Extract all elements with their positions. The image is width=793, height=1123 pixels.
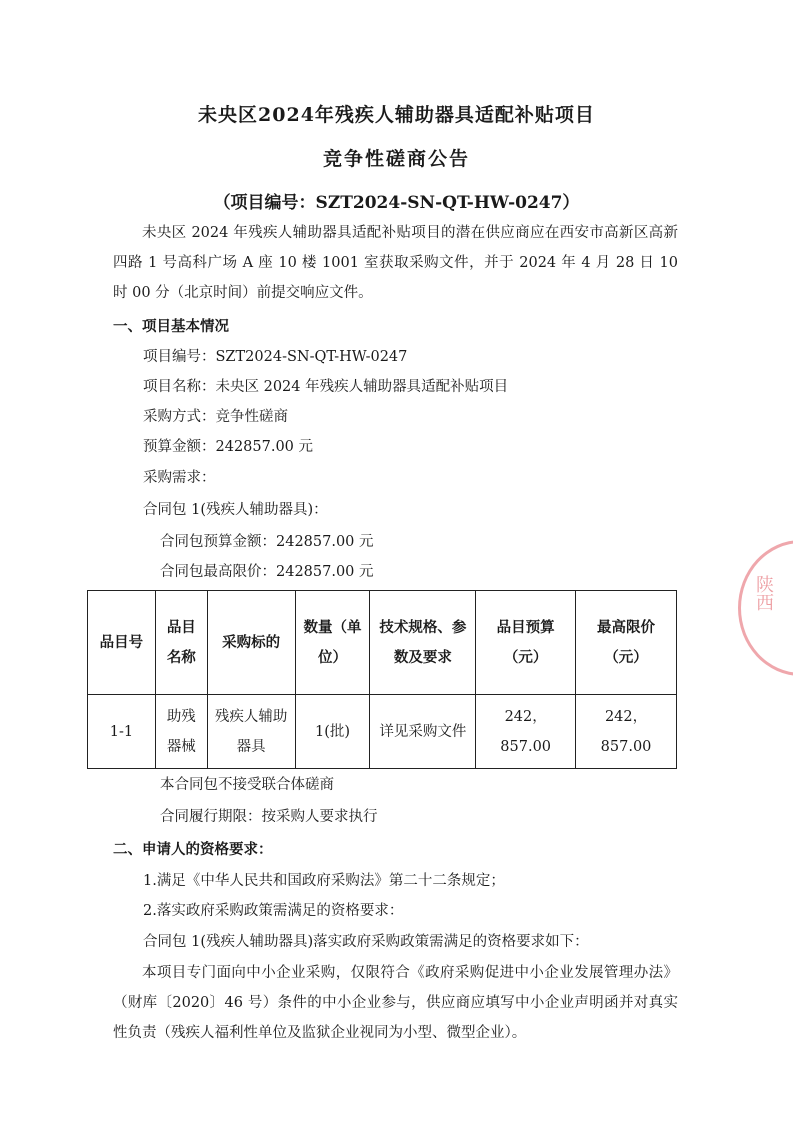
header-item-no: 品目号: [88, 591, 156, 695]
header-item-name: 品目名称: [155, 591, 207, 695]
no-joint-bid-note: 本合同包不接受联合体磋商: [160, 777, 334, 793]
seal-text: 陕西: [753, 575, 774, 611]
package-max-price: 合同包最高限价：242857.00 元: [160, 564, 374, 580]
project-number: 项目编号：SZT2024-SN-QT-HW-0247: [143, 349, 408, 365]
header-max-price: 最高限价（元）: [576, 591, 677, 695]
contract-period: 合同履行期限：按采购人要求执行: [160, 809, 378, 825]
cell-subject: 残疾人辅助器具: [207, 695, 295, 769]
budget-amount: 预算金额：242857.00 元: [143, 439, 314, 455]
cell-max-price: 242，857.00: [576, 695, 677, 769]
cell-quantity: 1(批): [295, 695, 370, 769]
cell-item-name: 助残器械: [155, 695, 207, 769]
document-subtitle: 竞争性磋商公告: [322, 148, 470, 170]
intro-paragraph: 未央区 2024 年残疾人辅助器具适配补贴项目的潜在供应商应在西安市高新区高新四路 1 号高科广场 A 座 10 楼 1001 室获取采购文件，并于 2024 年 4 月 28 日 10 时 00 分（北京时间）前提交响应文件。: [113, 225, 678, 301]
procurement-method: 采购方式：竞争性磋商: [143, 409, 288, 425]
table-header-row: [88, 591, 677, 695]
cell-specs: 详见采购文件: [370, 695, 476, 769]
qualification-item-2: 2.落实政府采购政策需满足的资格要求：: [143, 903, 404, 919]
table-row: [88, 695, 677, 769]
header-item-budget: 品目预算（元）: [476, 591, 576, 695]
procurement-requirements: 采购需求：: [143, 470, 216, 486]
cell-item-budget: 242，857.00: [476, 695, 576, 769]
section1-heading: 一、项目基本情况: [113, 318, 229, 335]
header-subject: 采购标的: [207, 591, 295, 695]
contract-package: 合同包 1(残疾人辅助器具)：: [143, 502, 328, 518]
procurement-table: [87, 590, 677, 769]
document-title: 未央区2024年残疾人辅助器具适配补贴项目: [198, 104, 595, 126]
package-budget: 合同包预算金额：242857.00 元: [160, 534, 374, 550]
project-number-title: （项目编号：SZT2024-SN-QT-HW-0247）: [213, 193, 580, 213]
header-quantity: 数量（单位）: [295, 591, 370, 695]
package-qualification: 合同包 1(残疾人辅助器具)落实政府采购政策需满足的资格要求如下：: [143, 934, 589, 950]
section2-heading: 二、申请人的资格要求：: [113, 841, 273, 858]
sme-paragraph: 本项目专门面向中小企业采购，仅限符合《政府采购促进中小企业发展管理办法》（财库〔2020〕46 号）条件的中小企业参与，供应商应填写中小企业声明函并对真实性负责（残疾人福利性单位及监狱企业视同为小型、微型企业）。: [113, 965, 678, 1041]
header-specs: 技术规格、参数及要求: [370, 591, 476, 695]
project-name: 项目名称：未央区 2024 年残疾人辅助器具适配补贴项目: [143, 379, 509, 395]
qualification-item-1: 1.满足《中华人民共和国政府采购法》第二十二条规定；: [143, 873, 505, 889]
cell-item-no: 1-1: [88, 695, 156, 769]
